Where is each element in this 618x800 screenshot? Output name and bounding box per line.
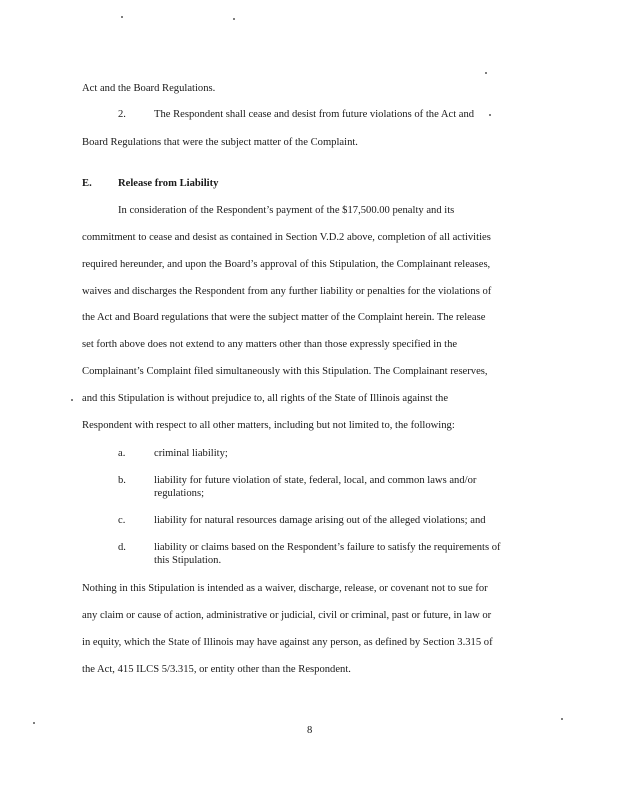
scan-speck <box>485 72 487 74</box>
paragraph-line: waives and discharges the Respondent from any further liability or penalties for the violations of <box>82 286 492 297</box>
list-item-line: liability for natural resources damage arising out of the alleged violations; and <box>154 515 486 526</box>
list-letter: a. <box>118 448 126 459</box>
list-letter: d. <box>118 542 126 553</box>
paragraph-line: set forth above does not extend to any matters other than those expressly specified in the <box>82 339 458 350</box>
scan-speck <box>71 399 73 401</box>
item-text-line: Board Regulations that were the subject matter of the Complaint. <box>82 137 358 148</box>
paragraph-line: Nothing in this Stipulation is intended as a waiver, discharge, release, or covenant not to sue for <box>82 583 488 594</box>
paragraph-line: Complainant’s Complaint filed simultaneously with this Stipulation. The Complainant reserves, <box>82 366 488 377</box>
carryover-line: Act and the Board Regulations. <box>82 83 216 94</box>
paragraph-line: commitment to cease and desist as contained in Section V.D.2 above, completion of all activities <box>82 232 491 243</box>
list-letter: b. <box>118 475 126 486</box>
item-number: 2. <box>118 109 126 120</box>
scan-speck <box>233 18 235 20</box>
paragraph-line: any claim or cause of action, administrative or judicial, civil or criminal, past or future, in law or <box>82 610 492 621</box>
scan-speck <box>561 718 563 720</box>
list-item-line: criminal liability; <box>154 448 228 459</box>
section-letter: E. <box>82 178 92 189</box>
scan-speck <box>121 16 123 18</box>
paragraph-line: and this Stipulation is without prejudice to, all rights of the State of Illinois against the <box>82 393 449 404</box>
paragraph-line: in equity, which the State of Illinois may have against any person, as defined by Section 3.315 of <box>82 637 493 648</box>
paragraph-line: In consideration of the Respondent’s payment of the $17,500.00 penalty and its <box>118 205 455 216</box>
scan-speck <box>489 114 491 116</box>
paragraph-line: the Act, 415 ILCS 5/3.315, or entity other than the Respondent. <box>82 664 351 675</box>
list-item-line: liability or claims based on the Respondent’s failure to satisfy the requirements of <box>154 542 501 553</box>
paragraph-line: Respondent with respect to all other matters, including but not limited to, the following: <box>82 420 455 431</box>
item-text-line: The Respondent shall cease and desist from future violations of the Act and <box>154 109 475 120</box>
list-letter: c. <box>118 515 126 526</box>
list-item-line: liability for future violation of state, federal, local, and common laws and/or <box>154 475 477 486</box>
paragraph-line: the Act and Board regulations that were the subject matter of the Complaint herein. The release <box>82 312 486 323</box>
scan-speck <box>33 722 35 724</box>
page-number: 8 <box>307 725 313 736</box>
section-heading: Release from Liability <box>118 178 219 189</box>
list-item-line: this Stipulation. <box>154 555 222 566</box>
paragraph-line: required hereunder, and upon the Board’s approval of this Stipulation, the Complainant releases, <box>82 259 491 270</box>
list-item-line: regulations; <box>154 488 205 499</box>
